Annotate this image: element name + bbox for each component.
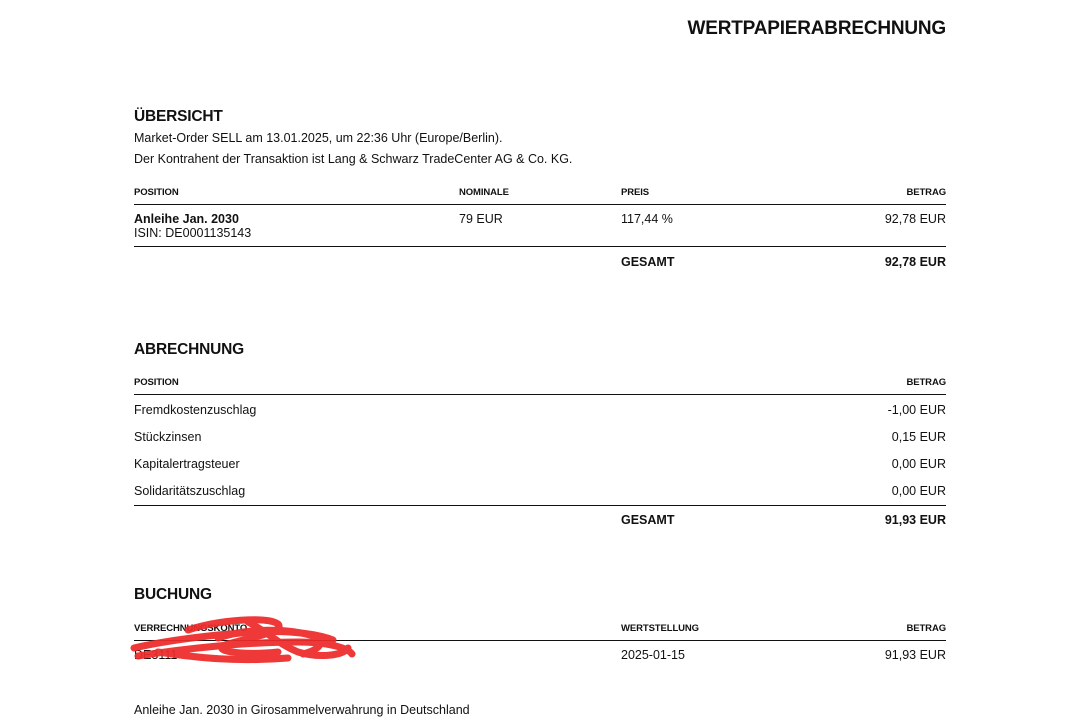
column-header-verrechnungskonto: VERRECHNUNGSKONTO [134,623,248,634]
custody-note: Anleihe Jan. 2030 in Girosammelverwahrung in Deutschland [134,703,470,717]
fee-label: Fremdkostenzuschlag [134,403,257,417]
abrechnung-heading: ABRECHNUNG [134,341,244,358]
preis-value: 117,44 % [621,212,673,226]
uebersicht-heading: ÜBERSICHT [134,108,223,125]
solidarity-surcharge-value: 0,00 EUR [891,484,946,498]
nominale-value: 79 EUR [459,212,503,226]
column-header-betrag: BETRAG [906,377,946,388]
total-value: 91,93 EUR [884,513,946,527]
total-label: GESAMT [621,513,675,527]
solidarity-surcharge-label: Solidaritätszuschlag [134,484,246,498]
column-header-wertstellung: WERTSTELLUNG [621,623,699,634]
capital-gains-tax-value: 0,00 EUR [891,457,946,471]
column-header-preis: PREIS [621,187,650,198]
document-title: WERTPAPIERABRECHNUNG [687,18,946,39]
booking-amount: 91,93 EUR [884,648,946,662]
capital-gains-tax-label: Kapitalertragsteuer [134,457,240,471]
column-header-nominale: NOMINALE [459,187,509,198]
security-isin: ISIN: DE0001135143 [134,226,252,240]
accrued-interest-label: Stückzinsen [134,430,202,444]
betrag-value: 92,78 EUR [884,212,946,226]
order-description: Market-Order SELL am 13.01.2025, um 22:36 Uhr (Europe/Berlin). [134,131,503,145]
accrued-interest-value: 0,15 EUR [891,430,946,444]
total-value: 92,78 EUR [884,255,946,269]
column-header-betrag: BETRAG [906,187,946,198]
value-date: 2025-01-15 [621,648,685,662]
column-header-betrag: BETRAG [906,623,946,634]
column-header-position: POSITION [134,187,179,198]
buchung-heading: BUCHUNG [134,586,212,603]
redaction-scribble [128,612,364,670]
table-rule [134,505,946,506]
fee-value: -1,00 EUR [887,403,946,417]
table-rule [134,246,946,247]
counterparty-description: Der Kontrahent der Transaktion ist Lang & Schwarz TradeCenter AG & Co. KG. [134,152,573,166]
table-rule [134,204,946,205]
total-label: GESAMT [621,255,675,269]
security-name: Anleihe Jan. 2030 [134,212,239,226]
settlement-account: DE3111 [134,648,178,662]
table-rule [134,394,946,395]
column-header-position: POSITION [134,377,179,388]
